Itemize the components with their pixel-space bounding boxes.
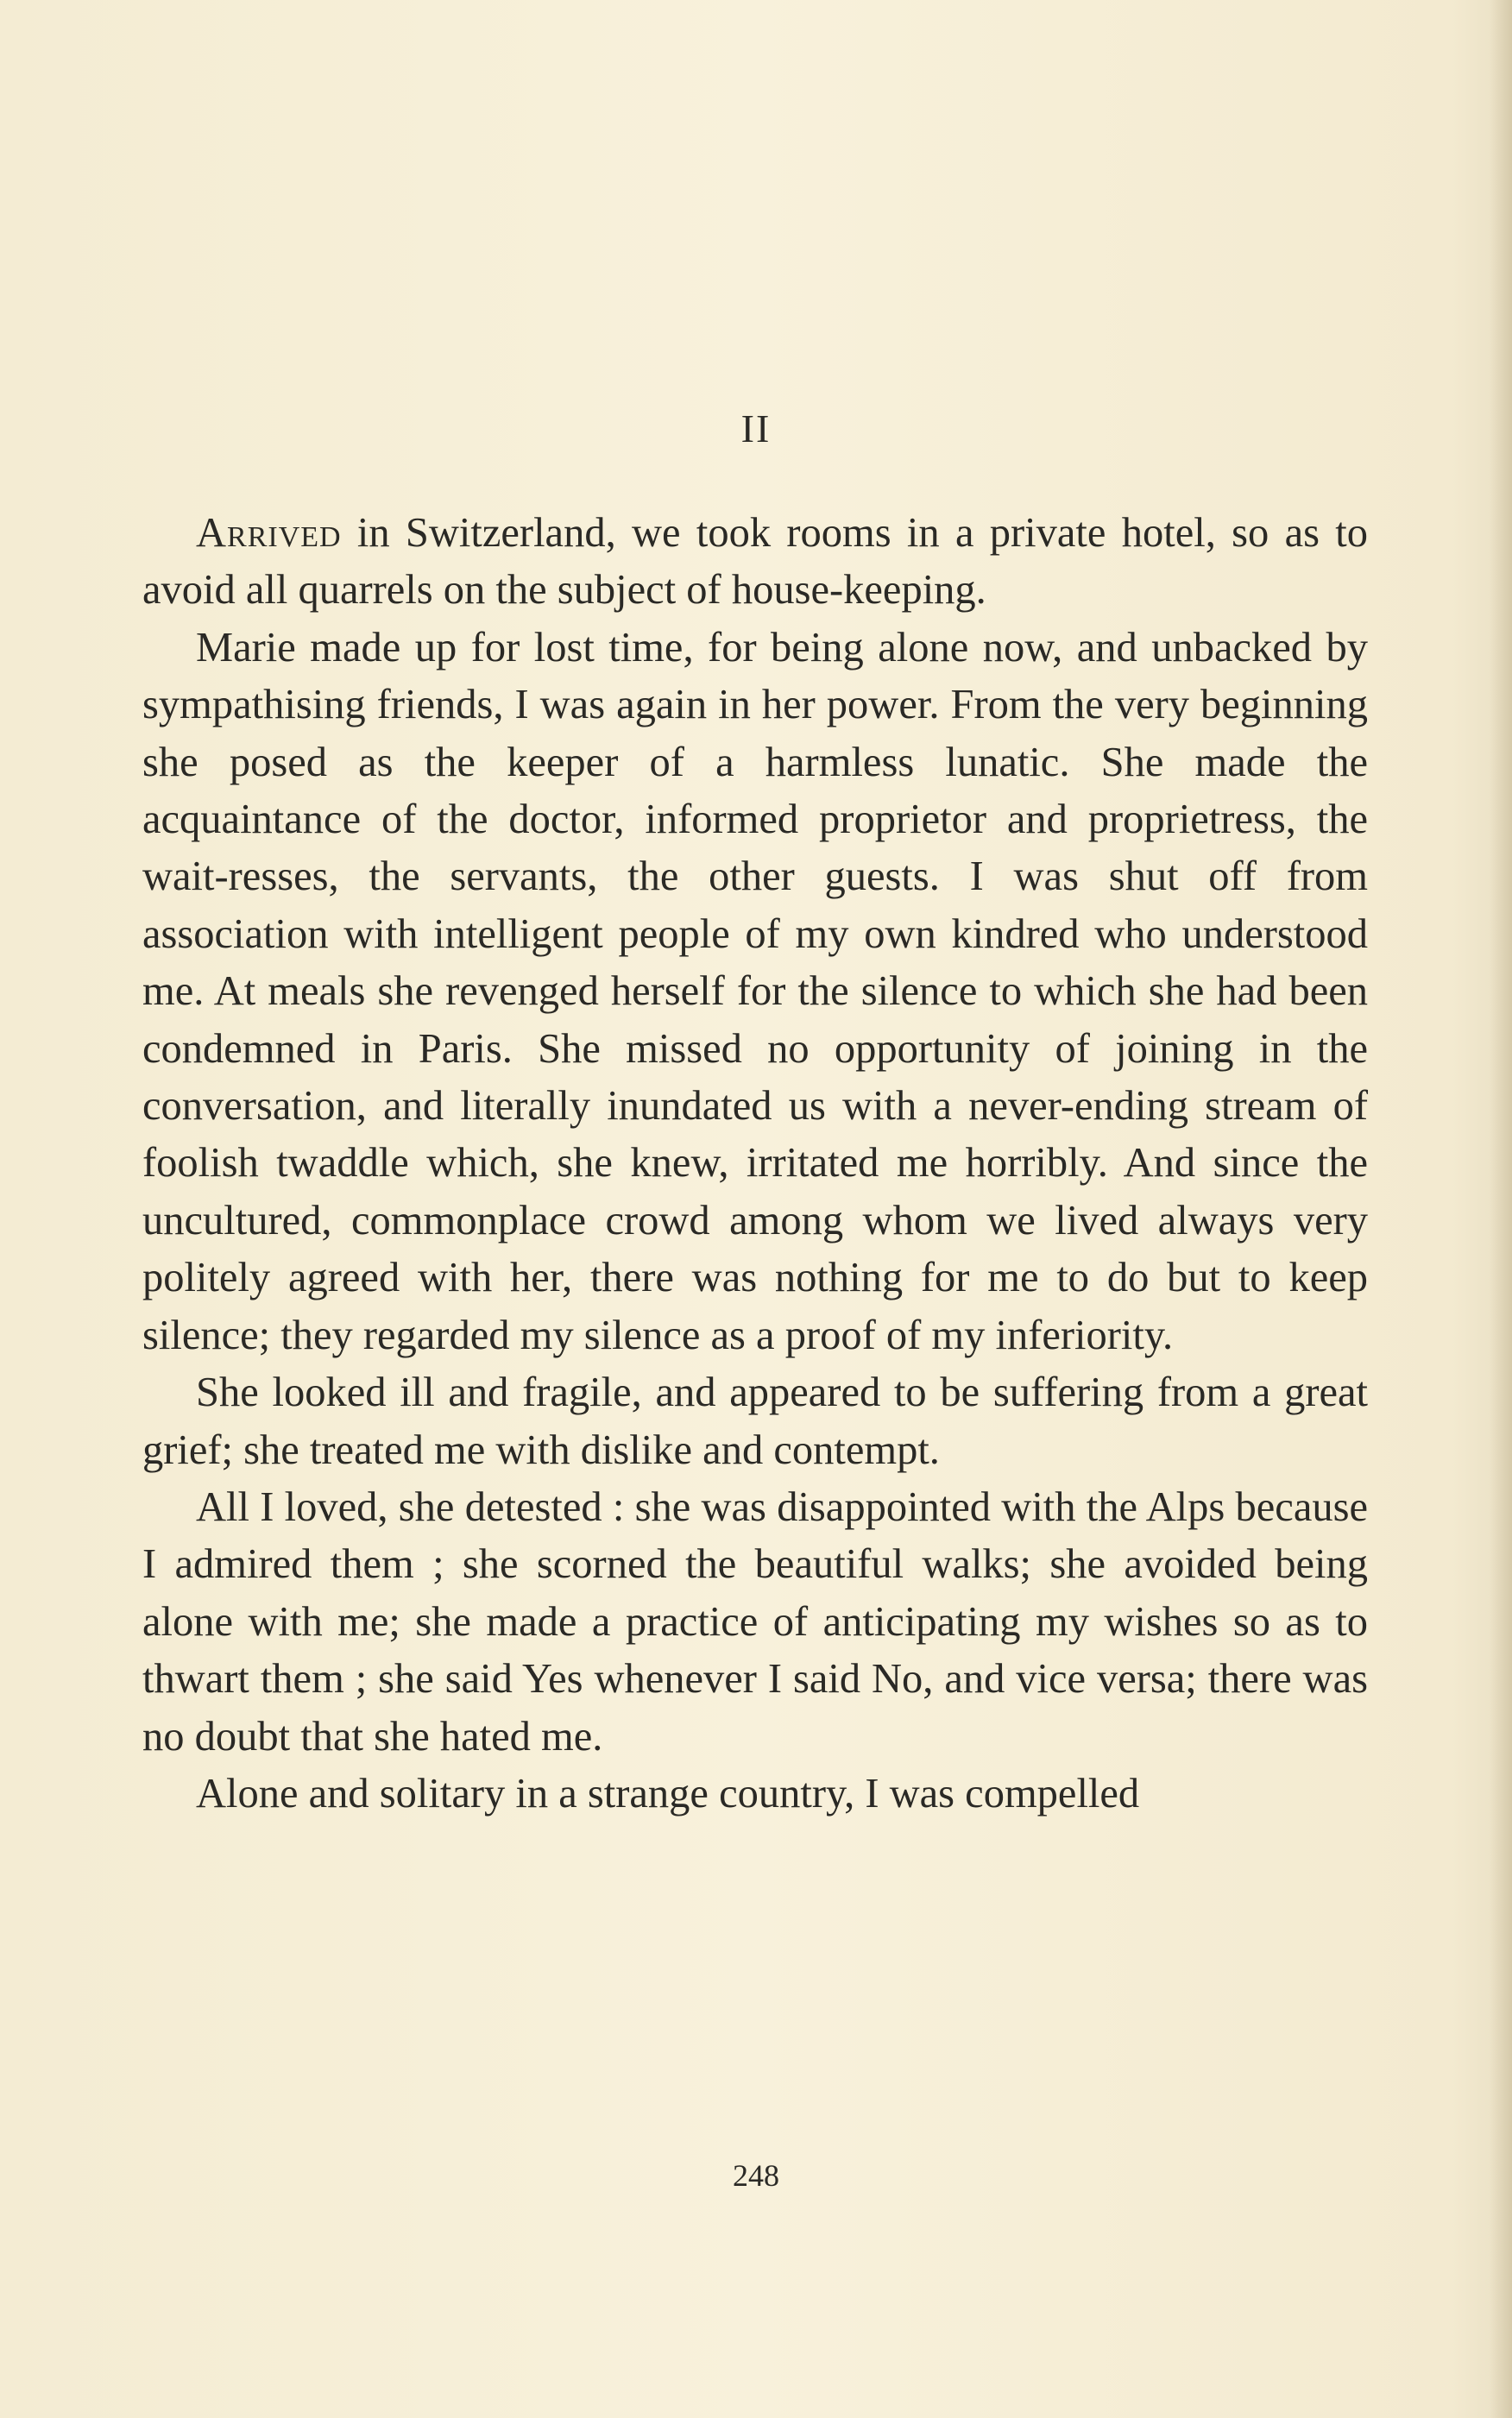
paragraph-1 bbox=[142, 505, 1368, 620]
body-text bbox=[142, 505, 1368, 1823]
paragraph-5: Alone and solitary in a strange country, I was compelled bbox=[196, 1770, 1140, 1817]
chapter-number: II bbox=[740, 406, 772, 450]
opening-word: Arrived bbox=[196, 510, 342, 556]
page-edge-shadow bbox=[1490, 0, 1512, 2418]
paragraph-2: Marie made up for lost time, for being alone now, and unbacked by sympathising friends, I was again in her power. From the very beginning she posed as the keeper of a harmless lunatic. She made the acquaintance of the doctor, informed proprietor and proprietress, the wait-resses, the servants, the other guests. I was shut off from association with intelligent people of my own kindred who understood me. At meals she revenged herself for the silence to which she had been condemned in Paris. She missed no opportunity of joining in the conversation, and literally inundated us with a never-ending stream of foolish twaddle which, she knew, irritated me horribly. And since the uncultured, commonplace crowd among whom we lived always very politely agreed with her, there was nothing for me to do but to keep silence; they regarded my silence as a proof of my inferiority. bbox=[142, 624, 1368, 1358]
page-number: 248 bbox=[733, 2158, 779, 2193]
paragraph-1-text: in Switzerland, we took rooms in a private hotel, so as to avoid all quarrels on the subject of house-keeping. bbox=[142, 510, 1368, 614]
paragraph-4: All I loved, she detested : she was disappointed with the Alps because I admired them ; she scorned the beautiful walks; she avoided being alone with me; she made a practice of anticipating my wishes so as to thwart them ; she said Yes whenever I said No, and vice versa; there was no doubt that she hated me. bbox=[142, 1483, 1368, 1760]
paragraph-3: She looked ill and fragile, and appeared to be suffering from a great grief; she treated me with dislike and contempt. bbox=[142, 1370, 1368, 1473]
